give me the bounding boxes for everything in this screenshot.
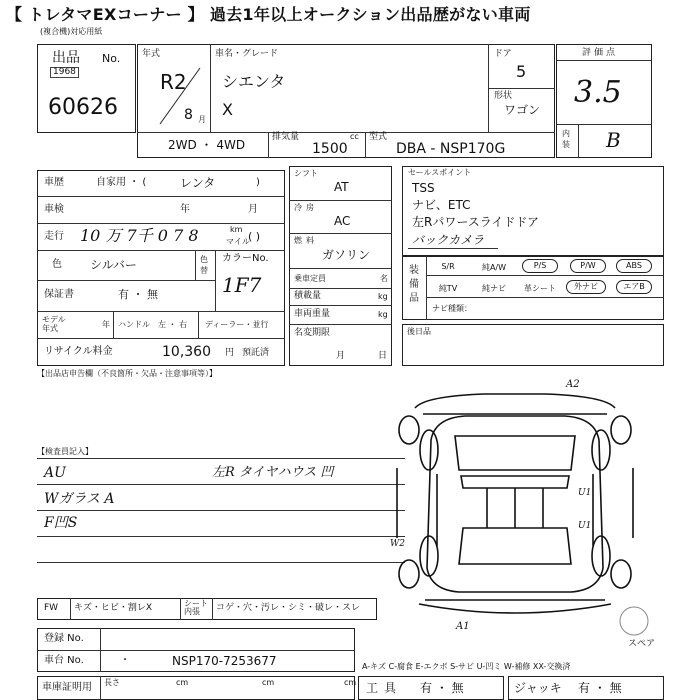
- score-label: 評価点: [582, 48, 619, 58]
- navi-type-label: ナビ種類：: [432, 304, 472, 313]
- type-label: 型式: [369, 132, 388, 142]
- model-year-label: モデル年式: [42, 315, 66, 333]
- color-value: シルバー: [90, 258, 137, 272]
- inspector-note-2: Wガラス A: [44, 491, 115, 507]
- declaration-label: 【出品店申告欄（不良箇所・欠品・注意事項等）】: [37, 369, 217, 378]
- name-change-label: 名変期限: [294, 328, 331, 338]
- displacement-value: 1500: [312, 141, 348, 157]
- interior-label: 内装: [562, 129, 570, 149]
- color-change-label: 色替: [200, 255, 208, 275]
- inspection-label: 車検: [44, 204, 64, 215]
- banner-title: 【 トレタマEXコーナー 】 過去1年以上オークション出品歴がない車両: [6, 5, 531, 24]
- displacement-label: 排気量: [272, 132, 300, 142]
- ac-label: 冷房: [294, 203, 318, 212]
- ac-value: AC: [334, 214, 351, 228]
- shape-label: 形状: [494, 91, 513, 101]
- spare-label: スペア: [628, 639, 656, 649]
- year-era: R2: [160, 70, 187, 94]
- car-diagram: [395, 378, 635, 633]
- score-value: 3.5: [574, 75, 622, 110]
- name-change-day: 日: [378, 351, 388, 361]
- equipment-label: 装備品: [409, 265, 419, 304]
- capacity-label: 乗車定員: [294, 274, 326, 283]
- equip-leather: 革シート: [524, 284, 556, 293]
- mark-u1-b: U1: [578, 521, 592, 531]
- fw-value: キズ・ヒビ・割レX: [74, 603, 152, 613]
- color-label: 色: [52, 259, 62, 270]
- model-grade: X: [222, 100, 233, 119]
- damage-legend: A-キズ C-腐食 E-エクボ S-サビ U-凹ミ W-補修 XX-交換済: [362, 662, 571, 671]
- seat-label: シート内張: [184, 599, 208, 616]
- equip-ps: P/S: [522, 259, 558, 273]
- equip-tv: 純TV: [438, 284, 458, 293]
- handle-value: 左 ・ 右: [158, 320, 188, 329]
- load-unit: kg: [378, 292, 388, 301]
- equip-abs: ABS: [616, 259, 652, 273]
- reg-cert-cm-3: cm: [344, 678, 357, 687]
- sub-note: (複合機)対応用紙: [40, 27, 103, 36]
- dealer-label: ディーラー・並行: [205, 320, 269, 329]
- later-date-box: [402, 324, 664, 366]
- interior-value: B: [606, 128, 621, 152]
- mark-w2: W2: [390, 539, 405, 549]
- details-box: [37, 170, 285, 366]
- handle-label: ハンドル: [118, 320, 150, 329]
- equip-pw: P/W: [570, 259, 606, 273]
- model-year-unit: 年: [102, 320, 110, 329]
- jack-label: ジャッキ: [514, 681, 562, 695]
- inspection-month: 月: [248, 204, 258, 215]
- chassis-dot: ・: [120, 655, 130, 666]
- shape-value: ワゴン: [504, 103, 541, 117]
- sales-handwritten: バックカメラ: [412, 233, 485, 247]
- spare-tire-icon: [618, 604, 650, 638]
- lot-label: 出品: [52, 50, 80, 66]
- later-date-label: 後日品: [407, 327, 431, 336]
- door-value: 5: [516, 62, 527, 81]
- inspection-year: 年: [180, 204, 190, 215]
- year-label: 年式: [142, 49, 161, 59]
- fw-label: FW: [44, 603, 59, 613]
- inspector-note-3: F凹S: [44, 515, 78, 531]
- inspector-label: 【検査員記入】: [37, 447, 93, 456]
- recycle-value: 10,360: [162, 344, 211, 360]
- equip-navi: 純ナビ: [482, 284, 506, 293]
- shift-value: AT: [334, 180, 349, 194]
- mileage-label: 走行: [44, 231, 64, 242]
- model-name: シエンタ: [222, 72, 286, 91]
- registration-label: 登録 No.: [44, 633, 84, 644]
- lot-box: [37, 44, 136, 133]
- reg-cert-long: 長さ: [104, 678, 120, 687]
- door-label: ドア: [494, 49, 512, 59]
- year-month: 8: [184, 107, 193, 123]
- history-label: 車歴: [44, 177, 64, 188]
- inspector-note-1: AU: [44, 465, 66, 481]
- equip-aw: 純A/W: [481, 263, 507, 272]
- recycle-note: 預託済: [242, 348, 270, 358]
- lot-number: 60626: [48, 95, 118, 120]
- seat-value: コゲ・穴・汚レ・シミ・破レ・スレ: [216, 603, 361, 613]
- warranty-value: 有 ・ 無: [118, 288, 158, 301]
- load-label: 積載量: [294, 291, 322, 301]
- chassis-number: NSP170-7253677: [172, 654, 277, 668]
- year-month-unit: 月: [198, 115, 206, 124]
- mark-a2-top: A2: [566, 379, 580, 390]
- warranty-label: 保証書: [44, 289, 74, 300]
- mileage-km: km: [230, 225, 243, 234]
- shift-label: シフト: [294, 169, 318, 178]
- weight-label: 車両重量: [294, 309, 331, 319]
- sales-line-1: TSS: [412, 181, 435, 195]
- lot-small-number: 1968: [50, 67, 79, 78]
- mileage-paren: ( ): [248, 230, 261, 243]
- tools-value: 有 ・ 無: [420, 681, 464, 695]
- chassis-label: 車台 No.: [44, 655, 84, 666]
- mark-a1: A1: [456, 621, 470, 632]
- mileage-mile: マイル: [226, 237, 250, 246]
- equip-sr: S/R: [441, 262, 455, 271]
- recycle-unit: 円: [225, 348, 235, 358]
- sales-line-3: 左Rパワースライドドア: [412, 215, 540, 229]
- drive-type: 2WD ・ 4WD: [168, 138, 246, 152]
- tools-label: 工具: [366, 681, 403, 695]
- color-code: 1F7: [222, 273, 262, 297]
- reg-cert-cm-1: cm: [176, 678, 189, 687]
- mileage-value: 10 万 7千 0 7 8: [80, 226, 199, 245]
- inspector-note-right: 左R タイヤハウス 凹: [212, 465, 334, 480]
- reg-cert-label: 車庫証明用: [42, 682, 92, 693]
- sales-label: セールスポイント: [408, 168, 472, 177]
- equip-airbag: エアB: [616, 280, 652, 294]
- lot-no-label: No.: [102, 52, 121, 65]
- sales-line-2: ナビ、ETC: [412, 198, 471, 212]
- mark-u1-a: U1: [578, 488, 592, 498]
- weight-unit: kg: [378, 310, 388, 319]
- displacement-unit: cc: [350, 132, 359, 141]
- fuel-value: ガソリン: [322, 248, 371, 262]
- reg-cert-cm-2: cm: [262, 678, 275, 687]
- jack-value: 有 ・ 無: [578, 681, 622, 695]
- history-value: 自家用 ・ (: [96, 177, 147, 188]
- color-code-label: カラーNo.: [222, 253, 269, 264]
- history-rental: レンタ: [180, 176, 216, 190]
- name-change-month: 月: [336, 351, 346, 361]
- fuel-label: 燃料: [294, 236, 318, 245]
- type-value: DBA - NSP170G: [396, 141, 506, 157]
- recycle-label: リサイクル料金: [44, 346, 113, 357]
- history-close: ): [256, 177, 260, 188]
- equip-ext-navi: 外ナビ: [566, 280, 606, 294]
- model-label: 車名・グレード: [215, 49, 279, 59]
- capacity-unit: 名: [380, 274, 388, 283]
